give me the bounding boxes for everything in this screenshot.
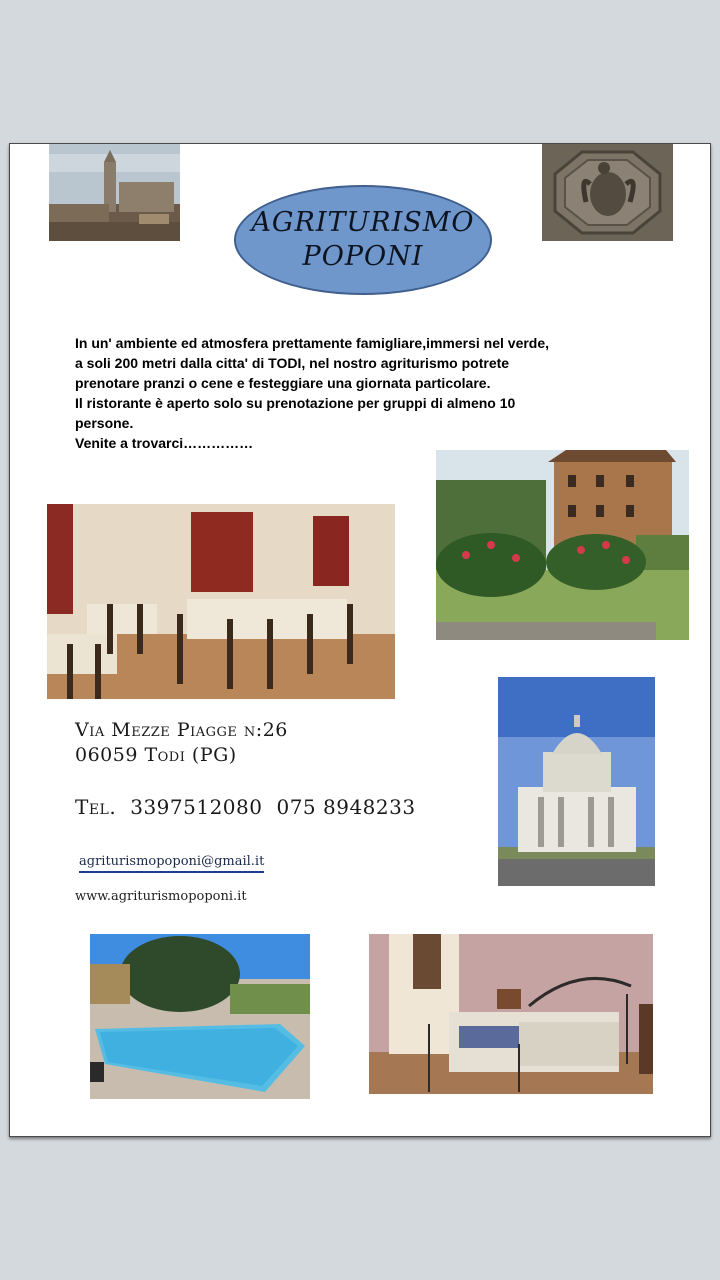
eagle-emblem-photo <box>542 144 673 241</box>
intro-line: In un' ambiente ed atmosfera prettamente famigliare,immersi nel verde, <box>75 335 550 351</box>
phone-line <box>75 795 430 819</box>
dining-room-photo <box>47 504 395 699</box>
intro-paragraph <box>75 333 675 453</box>
title-line-1: AGRITURISMO <box>251 207 475 238</box>
intro-line: Il ristorante è aperto solo su prenotazione per gruppi di almeno 10 <box>75 395 516 411</box>
church-photo <box>498 677 655 886</box>
bedroom-photo <box>369 934 653 1094</box>
address-city: 06059 Todi (PG) <box>75 744 237 766</box>
title-oval <box>234 185 492 295</box>
tel-label: Tel. <box>75 795 117 819</box>
phone-number-2[interactable]: 075 8948233 <box>276 795 416 819</box>
pool-photo <box>90 934 310 1099</box>
email-link[interactable]: agriturismopoponi@gmail.it <box>79 854 264 873</box>
flyer-page <box>9 143 711 1137</box>
address-street: Via Mezze Piagge n:26 <box>75 719 288 741</box>
title-line-2: POPONI <box>302 241 424 272</box>
todi-town-photo <box>49 144 180 241</box>
intro-line: a soli 200 metri dalla citta' di TODI, nel nostro agriturismo potrete <box>75 355 510 371</box>
intro-line: Venite a trovarci…………… <box>75 435 254 451</box>
intro-line: persone. <box>75 415 134 431</box>
website-link[interactable]: www.agriturismopoponi.it <box>75 889 247 904</box>
phone-number-1[interactable]: 3397512080 <box>130 795 263 819</box>
farmhouse-garden-photo <box>436 450 689 640</box>
intro-line: prenotare pranzi o cene e festeggiare una giornata particolare. <box>75 375 491 391</box>
